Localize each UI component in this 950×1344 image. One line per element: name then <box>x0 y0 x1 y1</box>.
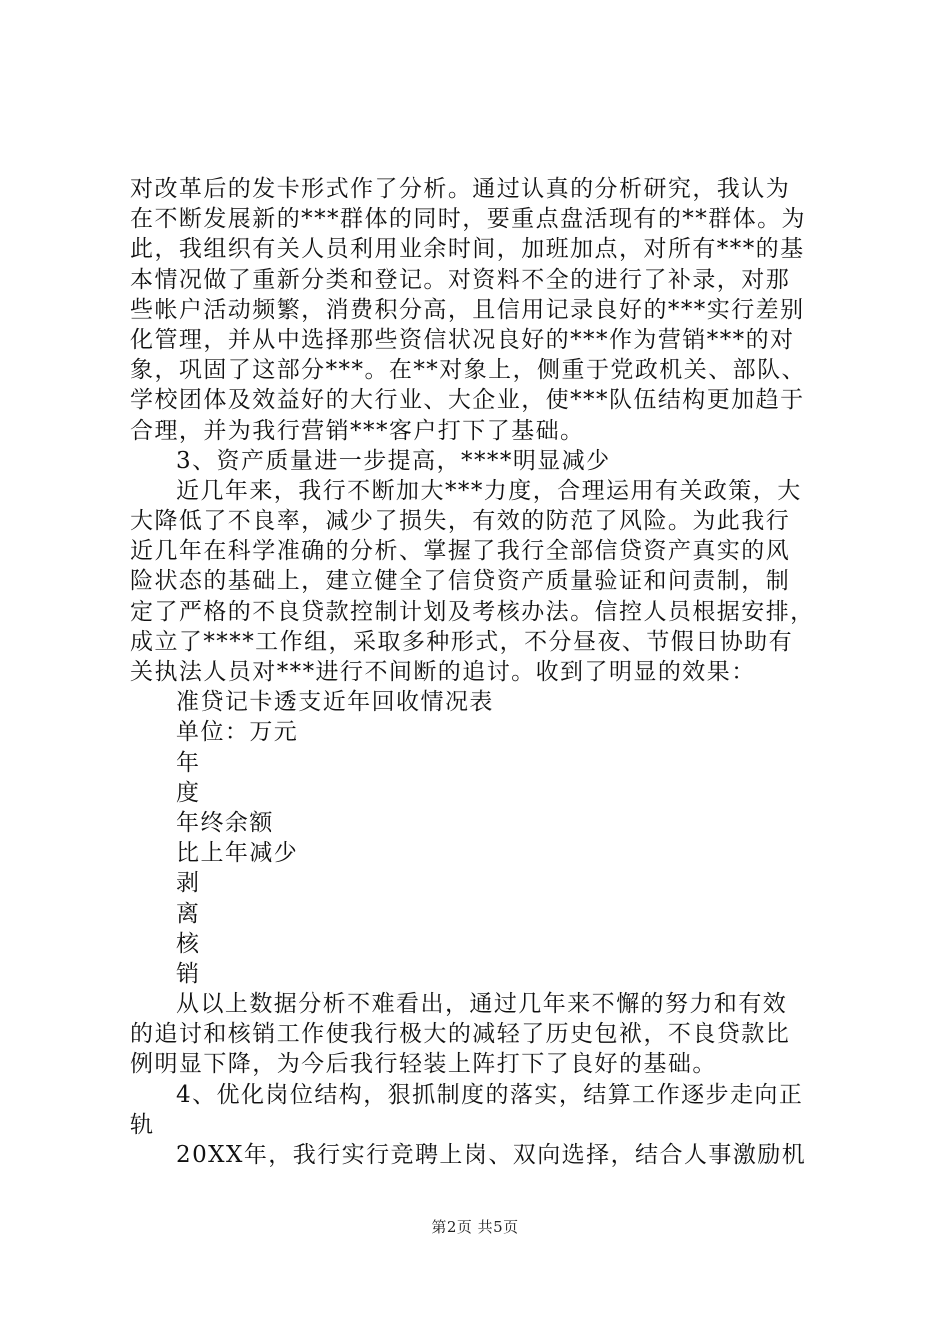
text-line: 例明显下降，为今后我行轻装上阵打下了良好的基础。 <box>130 1051 717 1078</box>
table-cell-fragment: 核 <box>176 930 201 957</box>
text-line: 关执法人员对***进行不间断的追讨。收到了明显的效果： <box>130 659 756 685</box>
text-line: 化管理，并从中选择那些资信状况良好的***作为营销***的对 <box>130 326 795 353</box>
text-line: 在不断发展新的***群体的同时，要重点盘活现有的**群体。为 <box>130 206 806 233</box>
table-cell-fragment: 度 <box>176 779 201 806</box>
text-line: 定了严格的不良贷款控制计划及考核办法。信控人员根据安排， <box>130 598 815 625</box>
text-line: 20XX年，我行实行竞聘上岗、双向选择，结合人事激励机 <box>176 1142 807 1168</box>
text-line: 的追讨和核销工作使我行极大的减轻了历史包袱，不良贷款比 <box>130 1021 791 1048</box>
section-heading-4-continued: 轨 <box>130 1111 155 1138</box>
table-cell-fragment: 年 <box>176 749 201 776</box>
text-line: 从以上数据分析不难看出，通过几年来不懈的努力和有效 <box>176 991 788 1018</box>
text-line: 成立了****工作组，采取多种形式，不分昼夜、节假日协助有 <box>130 628 794 655</box>
page-number-footer: 第2页 共5页 <box>431 1218 519 1236</box>
section-heading-4: 4、优化岗位结构，狠抓制度的落实，结算工作逐步走向正 <box>176 1081 804 1108</box>
text-line: 对改革后的发卡形式作了分析。通过认真的分析研究，我认为 <box>130 176 791 202</box>
text-line: 大降低了不良率，减少了损失，有效的防范了风险。为此我行 <box>130 508 791 535</box>
text-line: 近几年在科学准确的分析、掌握了我行全部信贷资产真实的风 <box>130 538 791 565</box>
table-cell-fragment: 销 <box>176 960 201 987</box>
text-line: 此，我组织有关人员利用业余时间，加班加点，对所有***的基 <box>130 236 805 263</box>
table-cell-fragment: 剥 <box>176 870 201 897</box>
table-title: 准贷记卡透支近年回收情况表 <box>176 689 494 716</box>
section-heading-3: 3、资产质量进一步提高，****明显减少 <box>176 447 611 474</box>
text-line: 象，巩固了这部分***。在**对象上，侧重于党政机关、部队、 <box>130 357 806 384</box>
document-body <box>130 174 830 1170</box>
text-line: 近几年来，我行不断加大***力度，合理运用有关政策，大 <box>176 477 802 504</box>
text-line: 学校团体及效益好的大行业、大企业，使***队伍结构更加趋于 <box>130 387 805 414</box>
text-line: 合理，并为我行营销***客户打下了基础。 <box>130 417 585 444</box>
text-line: 些帐户活动频繁，消费积分高，且信用记录良好的***实行差别 <box>130 296 805 323</box>
table-cell-fragment: 比上年减少 <box>176 840 299 867</box>
text-line: 险状态的基础上，建立健全了信贷资产质量验证和问责制，制 <box>130 568 791 595</box>
text-line: 本情况做了重新分类和登记。对资料不全的进行了补录，对那 <box>130 266 791 293</box>
table-unit: 单位：万元 <box>176 719 299 746</box>
table-cell-fragment: 离 <box>176 900 201 927</box>
table-cell-fragment: 年终余额 <box>176 809 274 836</box>
